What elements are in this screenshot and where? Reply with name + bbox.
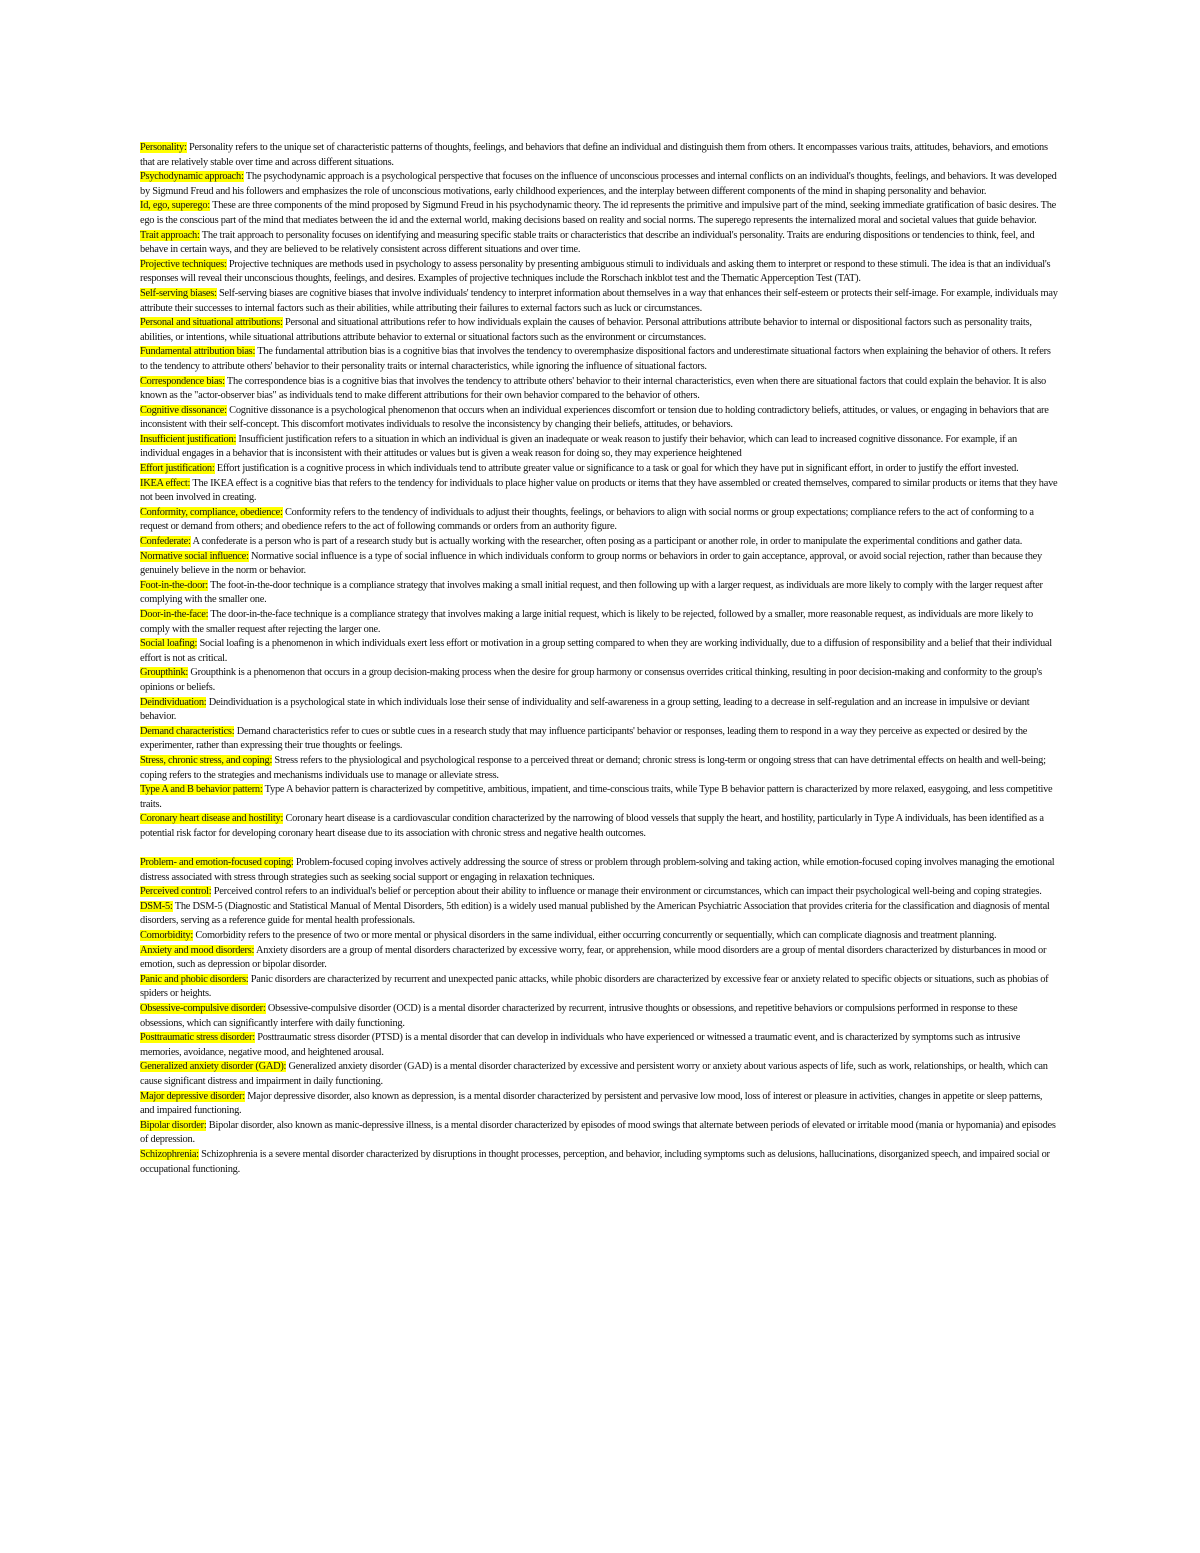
glossary-definition: The foot-in-the-door technique is a compliance strategy that involves making a small initial request, and then following up with a larger request, as individuals are more likely to comply with the larger request after complying with the smaller one. (140, 579, 1043, 606)
glossary-entry-door-in-the-face (140, 608, 1058, 637)
glossary-definition: Effort justification is a cognitive process in which individuals tend to attribute greater value or significance to a task or goal for which they have put in significant effort, in order to justify the effort invested. (214, 463, 1019, 475)
glossary-definition: Projective techniques are methods used in psychology to assess personality by presenting ambiguous stimuli to individuals and asking them to interpret or respond to these stimuli. The idea is that an individual's responses will reveal their unconscious thoughts, feelings, and desires. Examples of projective techniques include the Rorschach inkblot test and the Thematic Apperception Test (TAT). (140, 258, 1051, 285)
glossary-entry-effort-justification (140, 462, 1058, 477)
glossary-entry-conformity-compliance-obedience (140, 506, 1058, 535)
glossary-term: Projective techniques: (140, 258, 227, 270)
glossary-definition: Perceived control refers to an individual's belief or perception about their ability to influence or manage their environment or circumstances, which can impact their psychological well-being and coping strategies. (211, 886, 1042, 898)
glossary-term: Psychodynamic approach: (140, 171, 244, 183)
glossary-definition: Major depressive disorder, also known as depression, is a mental disorder characterized by persistent and pervasive low mood, loss of interest or pleasure in activities, changes in appetite or sleep patterns, and impaired functioning. (140, 1090, 1043, 1117)
glossary-entry-type-a-and-b-behavior-pattern (140, 783, 1058, 812)
glossary-entry-personal-and-situational-attributions (140, 316, 1058, 345)
glossary-definition: Comorbidity refers to the presence of two or more mental or physical disorders in the same individual, either occurring concurrently or sequentially, which can complicate diagnosis and treatment planning. (193, 930, 997, 942)
glossary-term: Deindividuation: (140, 696, 207, 708)
glossary-definition: A confederate is a person who is part of a research study but is actually working with the researcher, often posing as a participant or another role, in order to manipulate the experimental conditions and gather data. (190, 536, 1023, 548)
glossary-term: Effort justification: (140, 463, 215, 475)
glossary-term: Comorbidity: (140, 930, 193, 942)
glossary-entry-psychodynamic-approach (140, 170, 1058, 199)
glossary-definition: The psychodynamic approach is a psychological perspective that focuses on the influence of unconscious processes and internal conflicts on an individual's thoughts, feelings, and behaviors. It was developed by Sigmund Freud and his followers and emphasizes the role of unconscious motivations, early childhood experiences, and the interplay between different components of the mind in shaping personality and behavior. (140, 171, 1057, 197)
glossary-entry-schizophrenia (140, 1148, 1058, 1177)
glossary-entry-foot-in-the-door (140, 579, 1058, 608)
glossary-definition: Social loafing is a phenomenon in which individuals exert less effort or motivation in a group setting compared to when they are working individually, due to a diffusion of responsibility and a belief that their individual effort is not as critical. (140, 638, 1052, 664)
glossary-term: Problem- and emotion-focused coping: (140, 857, 294, 869)
glossary-term: Obsessive-compulsive disorder: (140, 1003, 266, 1015)
glossary-entry-problem-and-emotion-focused-coping (140, 856, 1058, 885)
glossary-term: Social loafing: (140, 638, 198, 650)
glossary-term: Major depressive disorder: (140, 1090, 245, 1102)
glossary-term: Anxiety and mood disorders: (140, 944, 255, 956)
glossary-definition: Posttraumatic stress disorder (PTSD) is a mental disorder that can develop in individuals who have experienced or witnessed a traumatic event, and is characterized by symptoms such as intrusive memories, avoidance, negative mood, and heightened arousal. (140, 1032, 1021, 1058)
glossary-definition: Self-serving biases are cognitive biases that involve individuals' tendency to interpret information about themselves in a way that enhances their self-esteem or protects their self-image. For example, individuals may attribute their successes to internal factors such as their abilities, while attributing their failures to external factors such as luck or circumstances. (140, 287, 1058, 314)
glossary-entry-personality (140, 141, 1058, 170)
glossary-entry-comorbidity (140, 929, 1058, 944)
glossary-entry-self-serving-biases (140, 287, 1058, 316)
glossary-definition: Generalized anxiety disorder (GAD) is a mental disorder characterized by excessive and persistent worry or anxiety about various aspects of life, such as work, relationships, or health, which can cause significant distress and impairment in daily functioning. (140, 1061, 1048, 1087)
glossary-entry-obsessive-compulsive-disorder (140, 1002, 1058, 1031)
glossary-term: Door-in-the-face: (140, 609, 209, 620)
glossary-entry-coronary-heart-disease-and-hostility (140, 812, 1058, 841)
glossary-entry-dsm-5 (140, 900, 1058, 929)
glossary-term: Perceived control: (140, 886, 212, 898)
glossary-definition: The DSM-5 (Diagnostic and Statistical Manual of Mental Disorders, 5th edition) is a widely used manual published by the American Psychiatric Association that provides criteria for the classification and diagnosis of mental disorders, serving as a reference guide for mental health professionals. (140, 900, 1050, 927)
glossary-term: Personal and situational attributions: (140, 317, 283, 329)
glossary-definition: Panic disorders are characterized by recurrent and unexpected panic attacks, while phobic disorders are characterized by excessive fear or anxiety related to specific objects or situations, such as phobias of spiders or heights. (140, 973, 1049, 1000)
glossary-definition: The IKEA effect is a cognitive bias that refers to the tendency for individuals to place higher value on products or items that they have assembled or created themselves, compared to similar products or items that they have not been involved in creating. (140, 477, 1058, 504)
glossary-definition: Stress refers to the physiological and psychological response to a perceived threat or demand; chronic stress is long-term or ongoing stress that can have detrimental effects on health and well-being; coping refers to the strategies and mechanisms individuals use to manage or alleviate stress. (140, 754, 1046, 781)
section-gap (140, 842, 1058, 857)
glossary-term: Bipolar disorder: (140, 1119, 207, 1131)
glossary-definition: Type A behavior pattern is characterized by competitive, ambitious, impatient, and time-conscious traits, while Type B behavior pattern is characterized by more relaxed, easygoing, and less competitive traits. (140, 784, 1053, 810)
glossary-entry-deindividuation (140, 696, 1058, 725)
glossary-term: Groupthink: (140, 667, 189, 679)
glossary-definition: The door-in-the-face technique is a compliance strategy that involves making a large initial request, which is likely to be rejected, followed by a smaller, more reasonable request, as individuals are more likely to comply with the smaller request after rejecting the larger one. (140, 609, 1033, 635)
glossary-term: Foot-in-the-door: (140, 579, 208, 591)
glossary-definition: The fundamental attribution bias is a cognitive bias that involves the tendency to overemphasize dispositional factors and underestimate situational factors when explaining the behavior of others. It refers to the tendency to attribute others' behavior to their personality traits or internal characteristics, while ignoring the influence of situational factors. (140, 346, 1051, 372)
glossary-definition: Anxiety disorders are a group of mental disorders characterized by excessive worry, fear, or apprehension, while mood disorders are a group of mental disorders characterized by disturbances in mood or emotion, such as depression or bipolar disorder. (140, 944, 1047, 971)
glossary-term: Generalized anxiety disorder (GAD): (140, 1061, 287, 1073)
glossary-term: Posttraumatic stress disorder: (140, 1032, 255, 1044)
glossary-term: Cognitive dissonance: (140, 404, 227, 416)
glossary-term: Fundamental attribution bias: (140, 346, 256, 358)
glossary-term: DSM-5: (140, 900, 173, 912)
glossary-entry-ikea-effect (140, 477, 1058, 506)
glossary-definition: Insufficient justification refers to a situation in which an individual is given an inadequate or weak reason to justify their behavior, which can lead to increased cognitive dissonance. For example, if an individual engages in a behavior that is inconsistent with their attitudes or values but is given a weak reason for doing so, they may experience heightened (140, 433, 1017, 460)
glossary-definition: Deindividuation is a psychological state in which individuals lose their sense of individuality and self-awareness in a group setting, leading to a decrease in self-regulation and an increase in impulsive or deviant behavior. (140, 696, 1030, 723)
glossary-definition: Cognitive dissonance is a psychological phenomenon that occurs when an individual experiences discomfort or tension due to holding contradictory beliefs, attitudes, or values, or engaging in behaviors that are inconsistent with their self-concept. This discomfort motivates individuals to resolve the inconsistency by changing their beliefs, attitudes, or behaviors. (140, 404, 1049, 431)
glossary-entry-trait-approach (140, 229, 1058, 258)
glossary-term: Correspondence bias: (140, 375, 225, 387)
glossary-section-1 (140, 141, 1058, 842)
glossary-definition: The trait approach to personality focuses on identifying and measuring specific stable traits or characteristics that describe an individual's personality. Traits are enduring dispositions or tendencies to think, feel, and behave in certain ways, and they are believed to be relatively consistent across different situations and over time. (140, 229, 1035, 256)
glossary-definition: The correspondence bias is a cognitive bias that involves the tendency to attribute others' behavior to their internal characteristics, even when there are situational factors that could explain the behavior. It is also known as the "actor-observer bias" as individuals tend to make different attributions for their own behavior compared to the behavior of others. (140, 375, 1046, 402)
glossary-definition: Problem-focused coping involves actively addressing the source of stress or problem through problem-solving and taking action, while emotion-focused coping involves managing the emotional distress associated with stress through strategies such as seeking social support or engaging in relaxation techniques. (140, 857, 1055, 883)
glossary-term: Schizophrenia: (140, 1148, 199, 1160)
glossary-entry-fundamental-attribution-bias (140, 345, 1058, 374)
glossary-definition: Bipolar disorder, also known as manic-depressive illness, is a mental disorder characterized by episodes of mood swings that alternate between periods of elevated or irritable mood (mania or hypomania) and episodes of depression. (140, 1119, 1056, 1146)
glossary-entry-bipolar-disorder (140, 1119, 1058, 1148)
glossary-entry-generalized-anxiety-disorder-gad (140, 1060, 1058, 1089)
glossary-definition: Obsessive-compulsive disorder (OCD) is a mental disorder characterized by recurrent, intrusive thoughts or obsessions, and repetitive behaviors or compulsions performed in response to these obsessions, which can significantly interfere with daily functioning. (140, 1003, 1018, 1029)
glossary-entry-groupthink (140, 666, 1058, 695)
glossary-term: Self-serving biases: (140, 287, 217, 299)
glossary-entry-perceived-control (140, 885, 1058, 900)
glossary-entry-demand-characteristics (140, 725, 1058, 754)
glossary-definition: Personality refers to the unique set of characteristic patterns of thoughts, feelings, and behaviors that define an individual and distinguish them from others. It encompasses various traits, attitudes, behaviors, and emotions that are relatively stable over time and across different situations. (140, 142, 1048, 168)
glossary-definition: Conformity refers to the tendency of individuals to adjust their thoughts, feelings, or behaviors to align with social norms or group expectations; compliance refers to the act of conforming to a request or demand from others; and obedience refers to the act of following commands or orders from an authority figure. (140, 506, 1034, 533)
glossary-definition: Normative social influence is a type of social influence in which individuals conform to group norms or behaviors in order to gain acceptance, approval, or avoid social rejection, rather than because they genuinely believe in the norm or behavior. (140, 550, 1042, 577)
glossary-entry-insufficient-justification (140, 433, 1058, 462)
glossary-definition: Demand characteristics refer to cues or subtle cues in a research study that may influence participants' behavior or responses, leading them to respond in a way they perceive as expected or desired by the experimenter, rather than expressing their true thoughts or feelings. (140, 725, 1028, 752)
glossary-term: Coronary heart disease and hostility: (140, 813, 284, 825)
glossary-entry-cognitive-dissonance (140, 404, 1058, 433)
glossary-term: IKEA effect: (140, 477, 191, 489)
glossary-section-2 (140, 856, 1058, 1177)
glossary-entry-correspondence-bias (140, 375, 1058, 404)
glossary-entry-panic-and-phobic-disorders (140, 973, 1058, 1002)
glossary-definition: Coronary heart disease is a cardiovascular condition characterized by the narrowing of blood vessels that supply the heart, and hostility, particularly in Type A individuals, has been identified as a potential risk factor for developing coronary heart disease due to its association with chronic stress and negative health outcomes. (140, 813, 1044, 839)
glossary-entry-stress-chronic-stress-and-coping (140, 754, 1058, 783)
glossary-term: Conformity, compliance, obedience: (140, 506, 283, 518)
glossary-definition: Groupthink is a phenomenon that occurs in a group decision-making process when the desire for group harmony or consensus overrides critical thinking, resulting in poor decision-making and conformity to the group's opinions or beliefs. (140, 667, 1042, 693)
glossary-entry-confederate (140, 535, 1058, 550)
glossary-term: Id, ego, superego: (140, 200, 210, 212)
glossary-term: Confederate: (140, 536, 191, 548)
glossary-entry-posttraumatic-stress-disorder (140, 1031, 1058, 1060)
document-page (140, 141, 1058, 1177)
glossary-entry-normative-social-influence (140, 550, 1058, 579)
glossary-entry-major-depressive-disorder (140, 1090, 1058, 1119)
glossary-term: Stress, chronic stress, and coping: (140, 754, 273, 766)
glossary-term: Trait approach: (140, 229, 200, 241)
glossary-term: Personality: (140, 142, 187, 153)
glossary-entry-projective-techniques (140, 258, 1058, 287)
glossary-term: Demand characteristics: (140, 725, 235, 737)
glossary-term: Normative social influence: (140, 550, 249, 562)
glossary-definition: Schizophrenia is a severe mental disorder characterized by disruptions in thought processes, perception, and behavior, including symptoms such as delusions, hallucinations, disorganized speech, and impaired social or occupational functioning. (140, 1148, 1050, 1175)
glossary-definition: Personal and situational attributions refer to how individuals explain the causes of behavior. Personal attributions attribute behavior to internal or dispositional factors such as personality traits, abilities, or intentions, while situational attributions attribute behavior to external or situational factors such as the environment or circumstances. (140, 317, 1032, 343)
glossary-term: Panic and phobic disorders: (140, 973, 249, 985)
glossary-entry-anxiety-and-mood-disorders (140, 944, 1058, 973)
glossary-entry-id-ego-superego (140, 199, 1058, 228)
glossary-term: Type A and B behavior pattern: (140, 784, 263, 796)
glossary-entry-social-loafing (140, 637, 1058, 666)
glossary-definition: These are three components of the mind proposed by Sigmund Freud in his psychodynamic theory. The id represents the primitive and impulsive part of the mind, seeking immediate gratification of basic desires. The ego is the conscious part of the mind that mediates between the id and the external world, making decisions based on reality and social norms. The superego represents the internalized moral and societal values that guide behavior. (140, 200, 1057, 226)
glossary-term: Insufficient justification: (140, 433, 237, 445)
